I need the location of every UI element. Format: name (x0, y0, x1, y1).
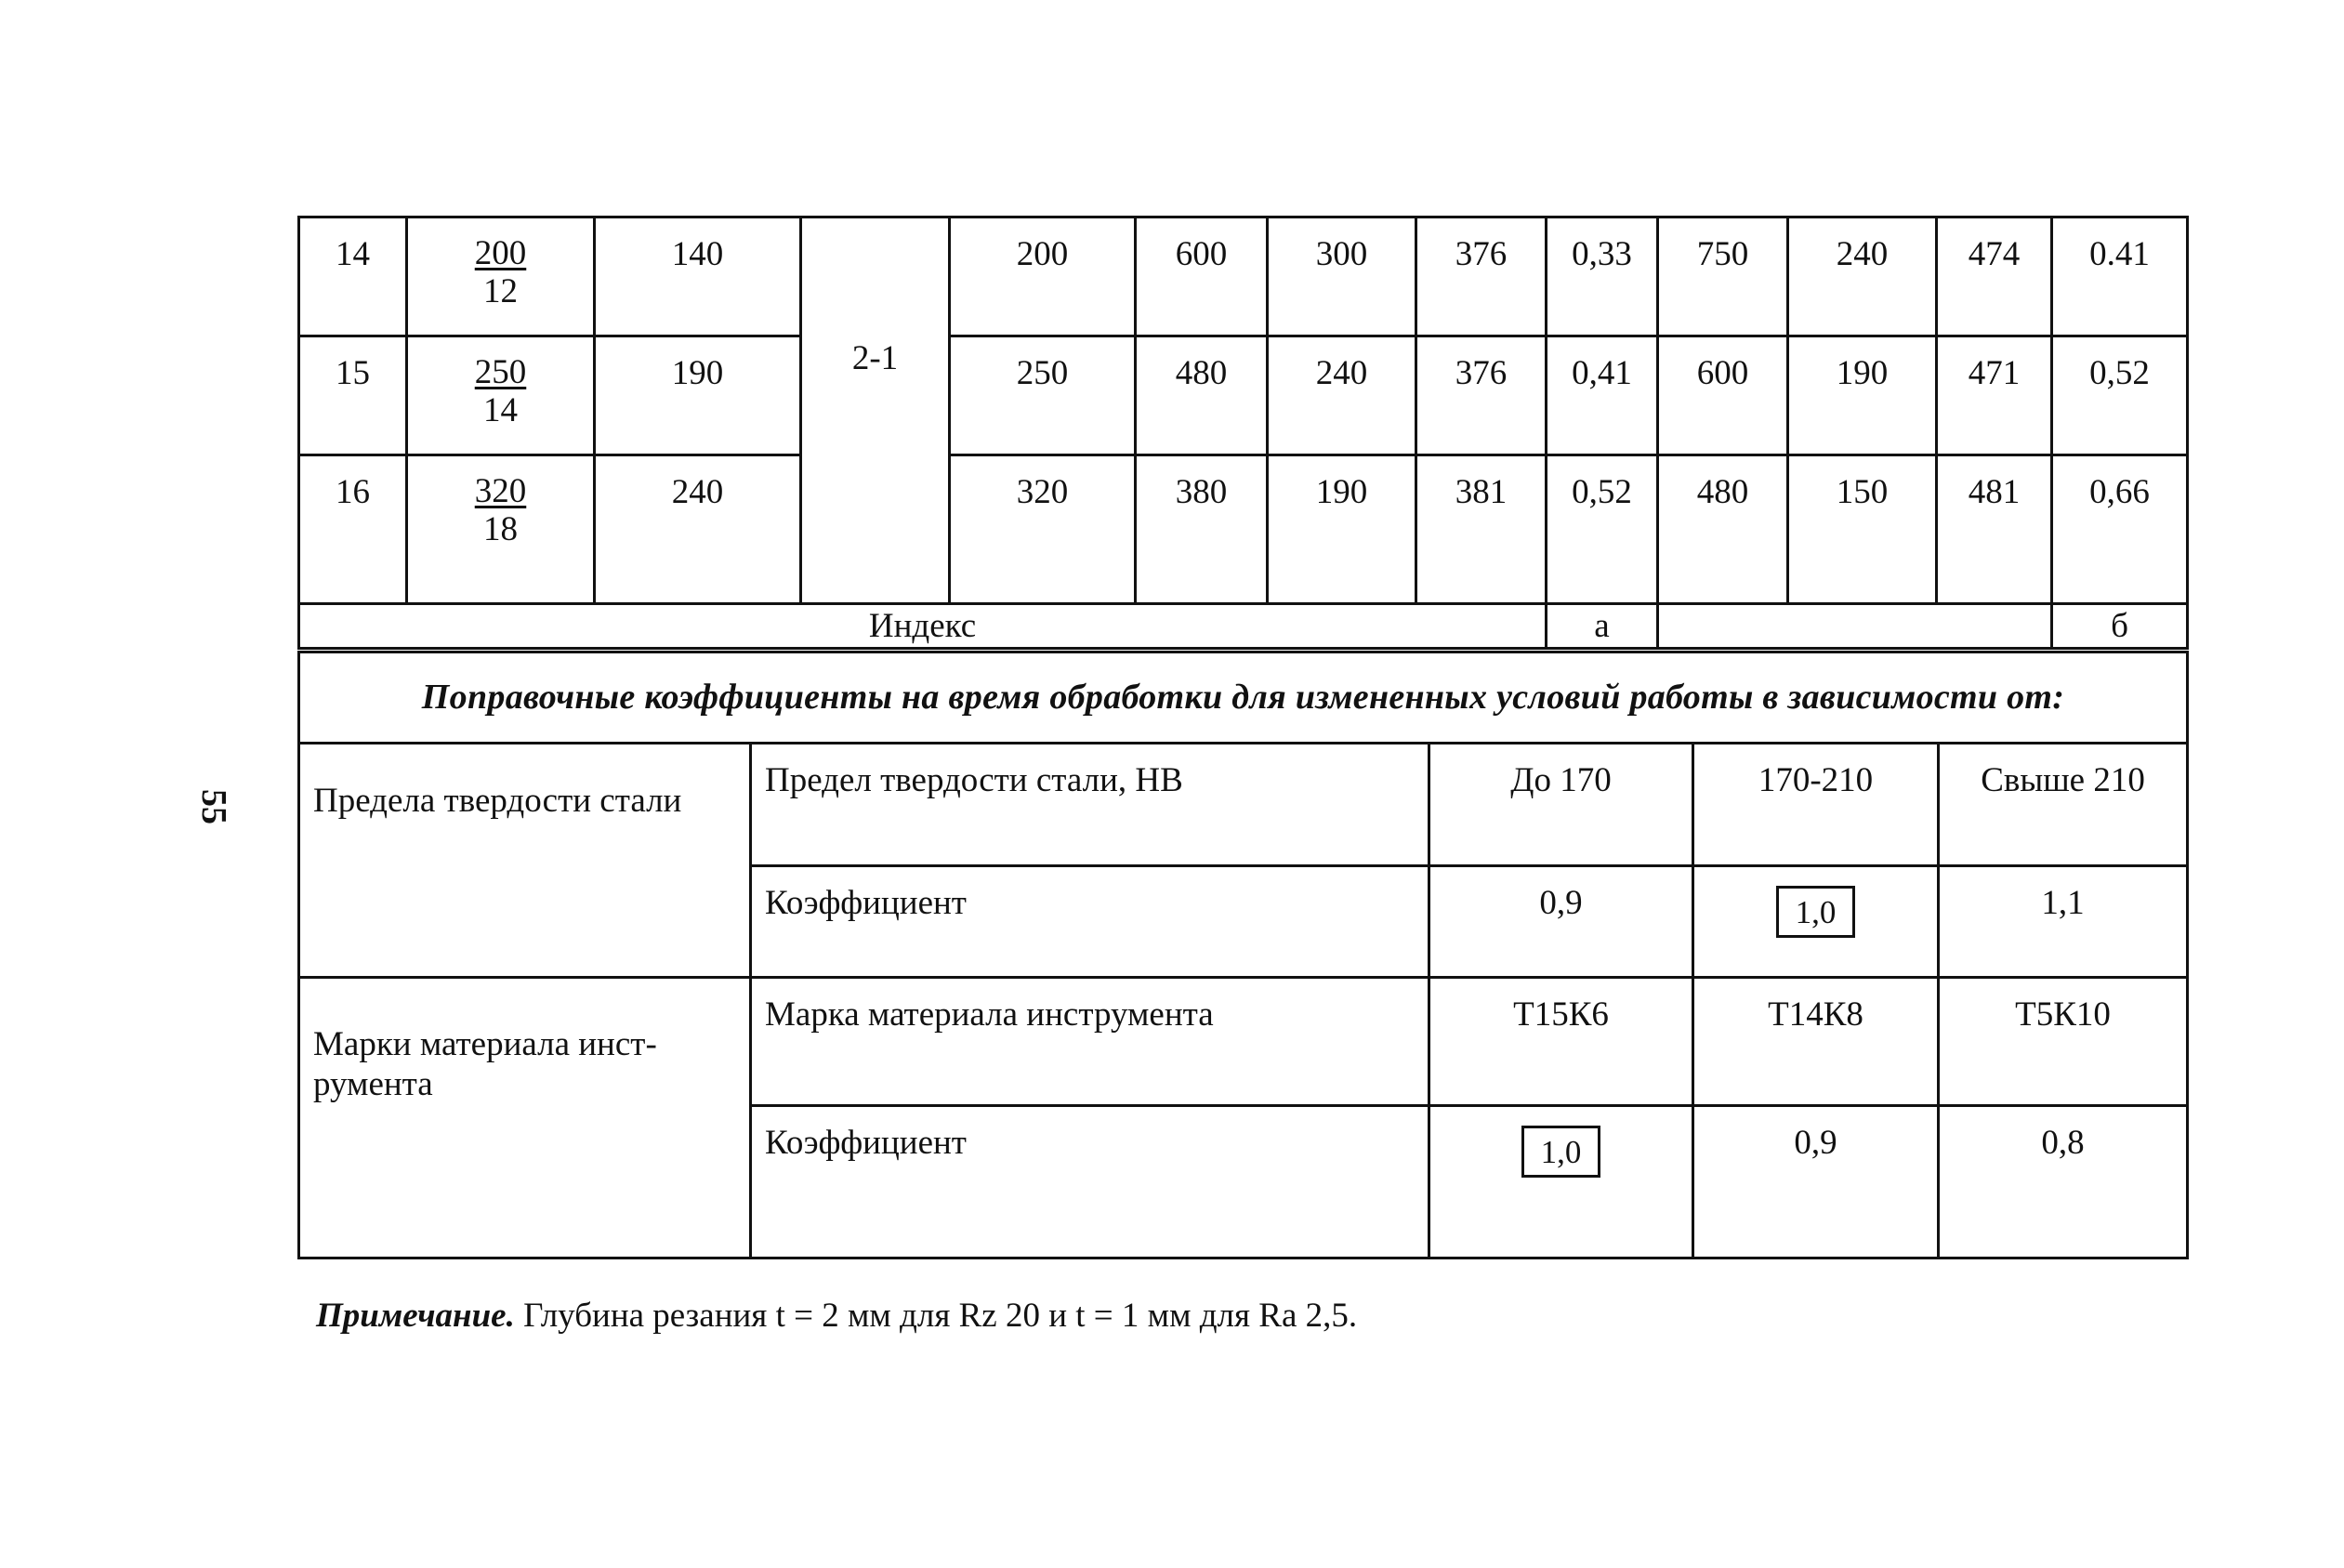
coef-value: 0,8 (1939, 1106, 2188, 1258)
value-cell: 320 (950, 455, 1136, 604)
param-value: 170-210 (1693, 744, 1939, 866)
note-title: Примечание. (316, 1297, 515, 1335)
table-row (299, 455, 2188, 604)
value-cell: 250 (950, 336, 1136, 455)
fraction-cell (407, 455, 595, 604)
value-cell: 481 (1937, 455, 2052, 604)
value-cell: 150 (1788, 455, 1937, 604)
index-row (299, 604, 2188, 649)
index-empty (1658, 604, 2052, 649)
row-number: 16 (299, 455, 407, 604)
value-cell: 300 (1268, 217, 1416, 336)
value-cell: 240 (1268, 336, 1416, 455)
param-value: Т14К8 (1693, 978, 1939, 1106)
value-cell: 190 (595, 336, 801, 455)
table-row (299, 217, 2188, 336)
coef-value: 1,1 (1939, 866, 2188, 978)
value-cell: 0,66 (2052, 455, 2188, 604)
value-cell: 200 (950, 217, 1136, 336)
value-cell: 0.41 (2052, 217, 2188, 336)
value-cell: 240 (1788, 217, 1937, 336)
fraction-numerator: 320 (474, 472, 527, 510)
group-label-hardness: Предела твердости стали (299, 744, 751, 978)
value-cell: 480 (1658, 455, 1788, 604)
index-b: б (2052, 604, 2188, 649)
note-text: Глубина резания t = 2 мм для Rz 20 и t = 1 мм для Ra 2,5. (514, 1297, 1358, 1335)
coef-label: Коэффициент (751, 1106, 1429, 1258)
group-label-tool-material: Марки материала инст-румента (299, 978, 751, 1258)
fraction-cell (407, 336, 595, 455)
value-cell: 0,33 (1547, 217, 1658, 336)
param-value: Т5К10 (1939, 978, 2188, 1106)
param-label-hardness: Предел твердости стали, НВ (751, 744, 1429, 866)
coef-value-cell-boxed (1693, 866, 1939, 978)
fraction-denominator: 14 (483, 390, 518, 429)
value-cell: 600 (1136, 217, 1268, 336)
value-cell: 471 (1937, 336, 2052, 455)
fraction-numerator: 200 (474, 234, 527, 272)
index-label: Индекс (299, 604, 1547, 649)
value-cell: 0,52 (2052, 336, 2188, 455)
param-value: Свыше 210 (1939, 744, 2188, 866)
fraction-cell (407, 217, 595, 336)
value-cell: 380 (1136, 455, 1268, 604)
coef-value-boxed: 1,0 (1776, 886, 1856, 938)
coef-value-cell-boxed (1429, 1106, 1693, 1258)
note (316, 1296, 1357, 1336)
value-cell: 0,41 (1547, 336, 1658, 455)
value-cell: 381 (1416, 455, 1547, 604)
merged-cell: 2-1 (801, 217, 950, 604)
table-row (299, 336, 2188, 455)
value-cell: 376 (1416, 336, 1547, 455)
value-cell: 376 (1416, 217, 1547, 336)
coef-value: 0,9 (1693, 1106, 1939, 1258)
coefficients-heading: Поправочные коэффициенты на время обработки для измененных условий работы в зависимости от: (299, 652, 2188, 744)
fraction-denominator: 18 (483, 509, 518, 548)
value-cell: 190 (1788, 336, 1937, 455)
param-value: До 170 (1429, 744, 1693, 866)
value-cell: 140 (595, 217, 801, 336)
correction-coefficients-table (297, 651, 2189, 1259)
value-cell: 750 (1658, 217, 1788, 336)
value-cell: 240 (595, 455, 801, 604)
page-number: 55 (194, 789, 233, 824)
cutting-data-table (297, 216, 2189, 650)
row-number: 15 (299, 336, 407, 455)
param-label-tool-material: Марка материала инструмента (751, 978, 1429, 1106)
index-a: а (1547, 604, 1658, 649)
value-cell: 600 (1658, 336, 1788, 455)
value-cell: 190 (1268, 455, 1416, 604)
value-cell: 480 (1136, 336, 1268, 455)
param-value: Т15К6 (1429, 978, 1693, 1106)
row-number: 14 (299, 217, 407, 336)
fraction-numerator: 250 (474, 353, 527, 391)
value-cell: 474 (1937, 217, 2052, 336)
coef-value-boxed: 1,0 (1521, 1126, 1601, 1178)
fraction-denominator: 12 (483, 271, 518, 310)
value-cell: 0,52 (1547, 455, 1658, 604)
coef-value: 0,9 (1429, 866, 1693, 978)
coef-label: Коэффициент (751, 866, 1429, 978)
